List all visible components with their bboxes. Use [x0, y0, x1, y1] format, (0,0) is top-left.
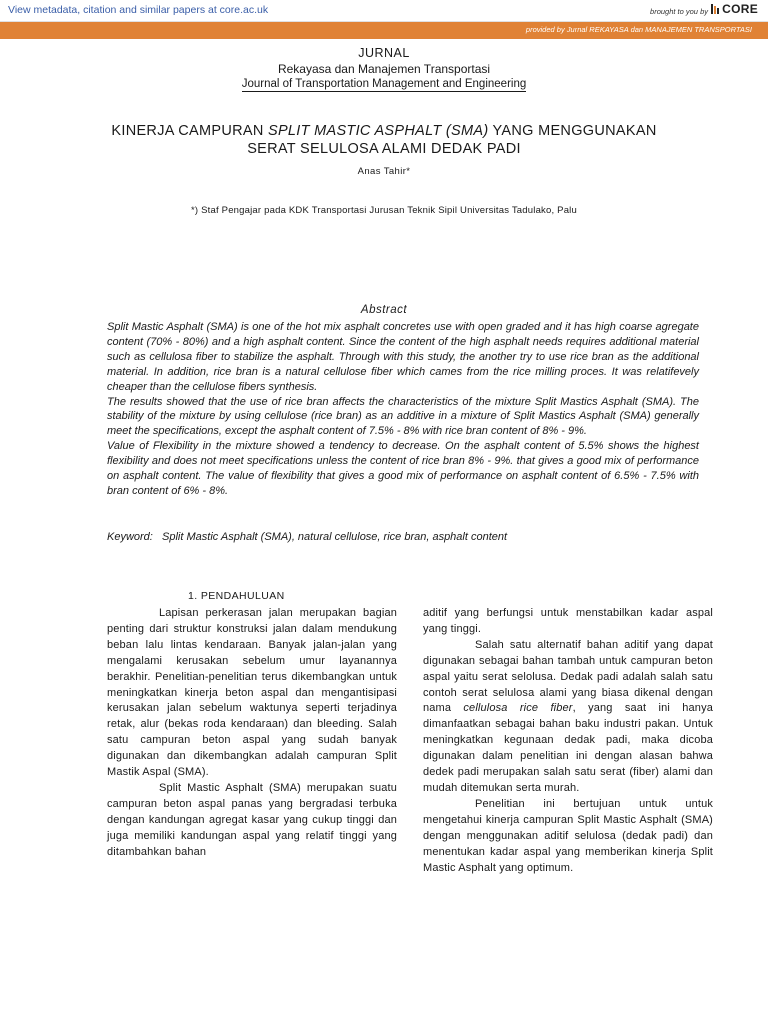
provided-by-text [526, 25, 752, 34]
title-pre: KINERJA CAMPURAN [111, 123, 268, 139]
paper-title-line-2: SERAT SELULOSA ALAMI DEDAK PADI [247, 141, 521, 157]
core-logo-icon [710, 3, 720, 15]
body-italic-term: cellulosa rice fiber [463, 702, 573, 715]
title-italic: SPLIT MASTIC ASPHALT (SMA) [267, 123, 489, 139]
journal-english-title [0, 78, 768, 90]
keyword-label: Keyword: [107, 531, 153, 543]
core-logo-text: CORE [722, 2, 758, 16]
core-logo[interactable] [710, 2, 758, 16]
core-banner [0, 0, 768, 22]
affiliation: *) Staf Pengajar pada KDK Transportasi Jurusan Teknik Sipil Universitas Tadulako, Palu [191, 205, 577, 216]
core-metadata-link[interactable]: View metadata, citation and similar papers at core.ac.uk [8, 4, 269, 16]
provided-prefix: provided by [525, 25, 565, 34]
journal-subtitle: Rekayasa dan Manajemen Transportasi [277, 62, 491, 76]
body-paragraph: Penelitian ini bertujuan untuk untuk mengetahui kinerja campuran Split Mastic Asphalt (SMA) dengan menggunakan aditif selulosa (dedak padi) dan menentukan kadar aspal yang memberikan kinerja Split Mastic Asphalt yang optimum. [423, 797, 713, 874]
body-paragraph [423, 638, 713, 797]
section-heading: 1. PENDAHULUAN [188, 590, 285, 602]
body-text: , yang saat ini hanya dimanfaatkan sebagai bahan baku industri pakan. Untuk meningkatkan kegunaan dedak padi, maka dicoba digunakan dalam penelitian ini dengan alasan bahwa dedek padi merupakan salah satu serat (fiber) alami dan mudah ditemukan serta murah. [423, 702, 713, 794]
journal-name: JURNAL [358, 46, 410, 60]
body-paragraph: aditif yang berfungsi untuk menstabilkan kadar aspal yang tinggi. [423, 607, 713, 635]
journal-english-text: Journal of Transportation Management and Engineering [241, 78, 527, 90]
title-post: YANG MENGGUNAKAN [488, 123, 657, 139]
body-paragraph: Split Mastic Asphalt (SMA) merupakan suatu campuran beton aspal panas yang bergradasi terbuka dengan kandungan agregat kasar yang cukup tinggi dan juga memiliki kandungan aspal yang relatif tinggi yang ditambahkan bahan [107, 781, 397, 858]
abstract-paragraph-3: Value of Flexibility in the mixture showed a tendency to decrease. On the asphalt content of 5.5% shows the highest flexibility and does not meet specifications unless the content of rice bran 8% - 9%. that gives a good mix of performance on asphalt content. The value of flexibility that gives a good mix of performance on asphalt content of 6.5% - 7.5% with bran content of 6% - 8%. [107, 440, 699, 497]
paper-title-line-1 [0, 123, 768, 139]
left-column [107, 606, 397, 861]
body-text: Salah satu alternatif bahan aditif yang dapat digunakan sebagai bahan tambah untuk campuran beton aspal yaitu serat selolusa. Dedak padi adalah salah satu contoh serat selulosa alami yang biasa dikenal dengan nama [423, 638, 713, 715]
provided-source: Jurnal REKAYASA dan MANAJEMEN TRANSPORTASI [566, 25, 752, 34]
right-column [423, 606, 713, 876]
brought-to-you-label: brought to you by [650, 7, 708, 16]
abstract-heading: Abstract [360, 304, 408, 316]
abstract-paragraph-1: Split Mastic Asphalt (SMA) is one of the hot mix asphalt concretes use with open graded and it has high coarse agregate content (70% - 80%) and a high asphalt content. Since the content of the high asphalt needs requires additional material such as cellulosa fiber to stabilize the asphalt. Through with this study, the another try to use rice bran as the additional material. In addition, rice bran is a natural cellulose fiber which cames from the rice milling proces. It was relatifevely cheaper than the cellulose fibers synthesis. [107, 321, 699, 393]
body-paragraph: Lapisan perkerasan jalan merupakan bagian penting dari struktur konstruksi jalan dalam mendukung beban lalu lintas kendaraan. Banyak jalan-jalan yang mengalami kerusakan sebelum umur layanannya berakhir. Penelitian-penelitian terus dikembangkan untuk meningkatkan kinerja beton aspal dan mengantisipasi kerusakan jalan sebelum waktunya seperti terjadinya retak, alur (bekas roda kendaraan) dan bleeding. Salah satu campuran beton aspal yang sudah banyak digunakan dan dikembangkan adalah campuran Split Mastik Aspal (SMA). [107, 607, 397, 779]
keyword-list: Split Mastic Asphalt (SMA), natural cellulose, rice bran, asphalt content [162, 531, 508, 543]
abstract-body [107, 320, 699, 499]
abstract-paragraph-2: The results showed that the use of rice bran affects the characteristics of the mixture Split Mastics Asphalt (SMA). The stability of the mixture by using cellulose (rice bran) as an additive in a mixture of Split Mastics Asphalt (SMA) generally meet the specifications, except the asphalt content of 7.5% - 8% with rice bran content of 8% - 9%. [107, 395, 699, 438]
provided-by-bar [0, 22, 768, 39]
keywords [107, 531, 707, 543]
author: Anas Tahir* [357, 166, 411, 177]
